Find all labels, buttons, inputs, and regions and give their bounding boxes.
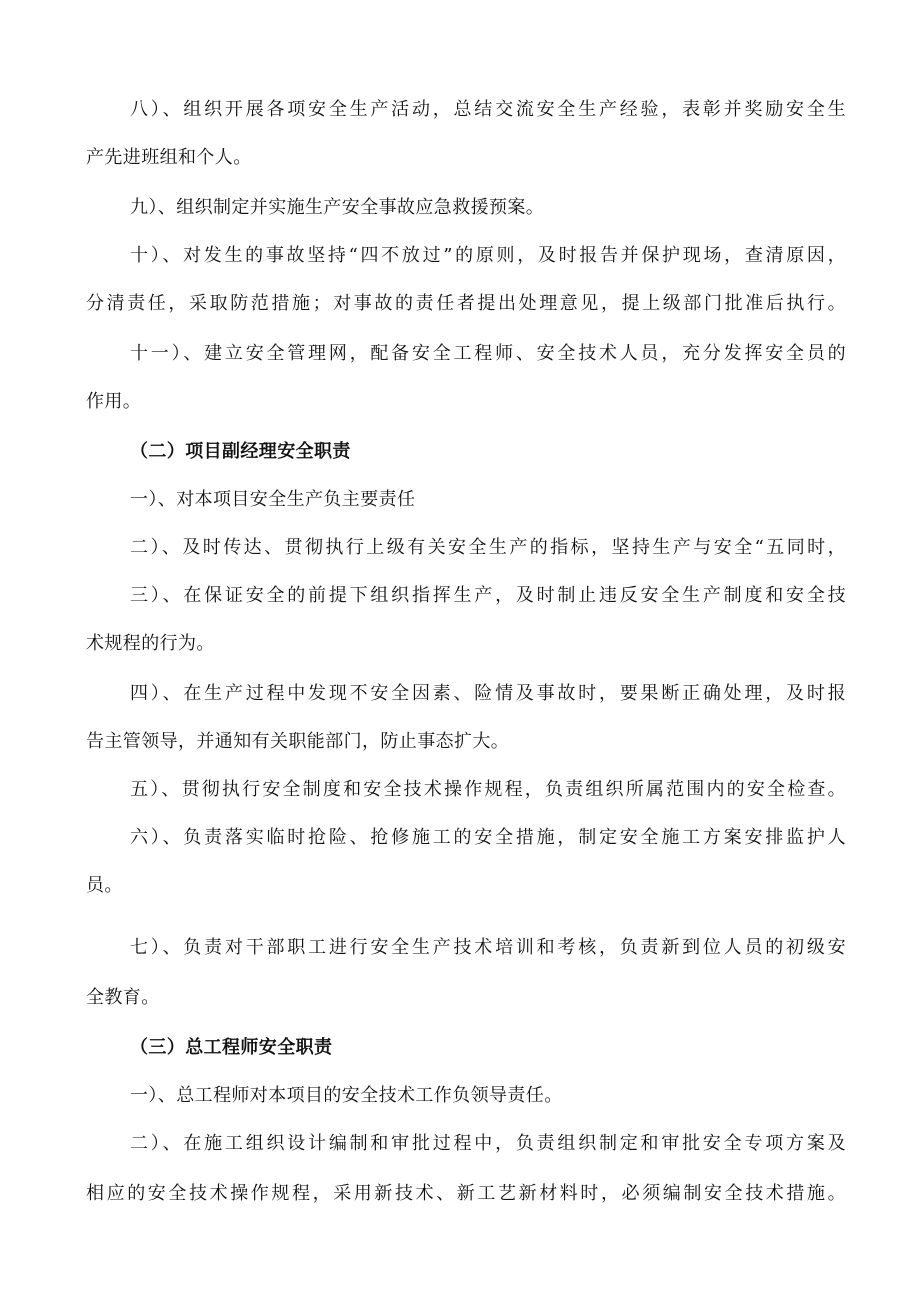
- paragraph-line: 作用。: [86, 391, 142, 412]
- paragraph-line: 一）、总工程师对本项目的安全技术工作负领导责任。: [130, 1085, 563, 1106]
- paragraph-line: 一）、对本项目安全生产负主要责任: [130, 489, 416, 510]
- paragraph-line: 八）、组织开展各项安全生产活动，总结交流安全生产经验，表彰并奖励安全生: [130, 99, 846, 120]
- paragraph-line: 三）、在保证安全的前提下组织指挥生产，及时制止违反安全生产制度和安全技: [130, 585, 846, 606]
- paragraph-line: 二）、及时传达、贯彻执行上级有关安全生产的指标，坚持生产与安全“五同时，: [130, 537, 846, 558]
- paragraph-line: 九）、组织制定并实施生产安全事故应急救援预案。: [130, 197, 545, 218]
- paragraph-line: 十）、对发生的事故坚持“四不放过”的原则，及时报告并保护现场，查清原因，: [130, 245, 846, 266]
- paragraph-line: 全教育。: [86, 987, 160, 1008]
- paragraph-line: 术规程的行为。: [86, 633, 215, 654]
- paragraph-line: 五）、贯彻执行安全制度和安全技术操作规程，负责组织所属范围内的安全检查。: [130, 779, 846, 800]
- paragraph-line: 十一）、建立安全管理网，配备安全工程师、安全技术人员，充分发挥安全员的: [130, 343, 846, 364]
- paragraph-line: 相应的安全技术操作规程，采用新技术、新工艺新材料时，必须编制安全技术措施。: [86, 1183, 846, 1204]
- paragraph-line: 告主管领导，并通知有关职能部门，防止事态扩大。: [86, 731, 510, 752]
- paragraph-line: 七）、负责对干部职工进行安全生产技术培训和考核，负责新到位人员的初级安: [130, 937, 846, 958]
- paragraph-line: 分清责任，采取防范措施；对事故的责任者提出处理意见，提上级部门批准后执行。: [86, 293, 846, 314]
- paragraph-line: 四）、在生产过程中发现不安全因素、险情及事故时，要果断正确处理，及时报: [130, 683, 846, 704]
- section-heading: （二）项目副经理安全职责: [130, 441, 351, 462]
- paragraph-line: 六）、负责落实临时抢险、抢修施工的安全措施，制定安全施工方案安排监护人: [130, 827, 846, 848]
- section-heading: （三）总工程师安全职责: [130, 1037, 333, 1058]
- paragraph-line: 二）、在施工组织设计编制和审批过程中，负责组织制定和审批安全专项方案及: [130, 1133, 846, 1154]
- paragraph-line: 员。: [86, 875, 123, 896]
- paragraph-line: 产先进班组和个人。: [86, 147, 252, 168]
